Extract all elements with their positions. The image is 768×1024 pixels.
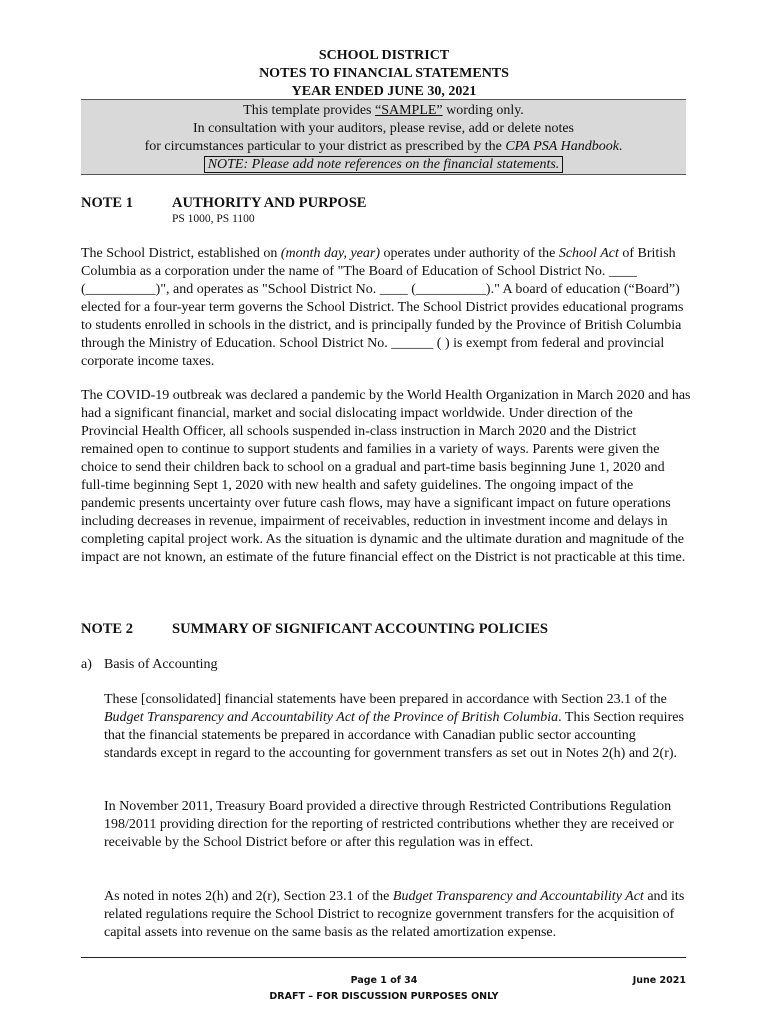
header-line-year: YEAR ENDED JUNE 30, 2021: [291, 84, 477, 99]
sample-box-note: NOTE: Please add note references on the financial statements.: [81, 156, 686, 174]
note2-sub-a-label: a): [81, 657, 92, 672]
header-line-school-district: SCHOOL DISTRICT: [318, 48, 450, 63]
footer-date: June 2021: [632, 975, 686, 986]
note1-title: AUTHORITY AND PURPOSE: [172, 195, 367, 211]
header-line-notes: NOTES TO FINANCIAL STATEMENTS: [259, 66, 509, 81]
note2-paragraph-2: In November 2011, Treasury Board provided a directive through Restricted Contributions Regulation 198/2011 providing direction for the reporting of restricted contributions whether they are received or receivable by the School District before or after this regulation was in effect.: [104, 799, 674, 850]
note1-refs: PS 1000, PS 1100: [172, 213, 255, 225]
footer-divider: [81, 957, 686, 958]
sample-box-line-1: This template provides “SAMPLE” wording only.: [243, 103, 524, 118]
sample-box-line-2: In consultation with your auditors, please revise, add or delete notes: [192, 121, 574, 136]
footer-draft-notice: DRAFT – FOR DISCUSSION PURPOSES ONLY: [269, 991, 499, 1002]
sample-box-line-3: for circumstances particular to your district as prescribed by the CPA PSA Handbook.: [144, 139, 623, 154]
footer-page-number: Page 1 of 34: [350, 975, 418, 986]
note1-number: NOTE 1: [81, 195, 133, 211]
note2-sub-a-title: Basis of Accounting: [104, 657, 218, 672]
note1-paragraph-2: The COVID-19 outbreak was declared a pandemic by the World Health Organization in March 2020 and has had a significant financial, market and social dislocating impact worldwide. Under direction of the Provincial Health Officer, all schools suspended in-class instruction in March 2020 and the District remained open to continue to support students and families in a variety of ways. Parents were given the choice to send their children back to school on a gradual and part-time basis beginning June 1, 2020 and full-time beginning Sept 1, 2020 with new health and safety guidelines. The ongoing impact of the pandemic presents uncertainty over future cash flows, may have a significant impact on future operations including decreases in revenue, impairment of receivables, reduction in investment income and delays in completing capital project work. As the situation is dynamic and the ultimate duration and magnitude of the impact are not known, an estimate of the future financial effect on the District is not practicable at this time.: [81, 388, 691, 565]
note2-title: SUMMARY OF SIGNIFICANT ACCOUNTING POLICIES: [172, 621, 548, 637]
note1-paragraph-1: The School District, established on (month day, year) operates under authority of the School Act of British Columbia as a corporation under the name of "The Board of Education of School District No. ____ (__________)", and operates as "School District No. ____ (__________)." A board of education (“Board”) elected for a four-year term governs the School District. The School District provides educational programs to students enrolled in schools in the district, and is principally funded by the Province of British Columbia through the Ministry of Education. School District No. ______ ( ) is exempt from federal and provincial corporate income taxes.: [81, 246, 684, 369]
note2-paragraph-3: As noted in notes 2(h) and 2(r), Section 23.1 of the Budget Transparency and Accountability Act and its related regulations require the School District to recognize government transfers for the acquisition of capital assets into revenue on the same basis as the related amortization expense.: [104, 889, 685, 940]
note2-paragraph-1: These [consolidated] financial statements have been prepared in accordance with Section 23.1 of the Budget Transparency and Accountability Act of the Province of British Columbia. This Section requires that the financial statements be prepared in accordance with Canadian public sector accounting standards except in regard to the accounting for government transfers as set out in Notes 2(h) and 2(r).: [104, 692, 684, 761]
note2-number: NOTE 2: [81, 621, 133, 637]
sample-wording-box: [81, 99, 686, 175]
